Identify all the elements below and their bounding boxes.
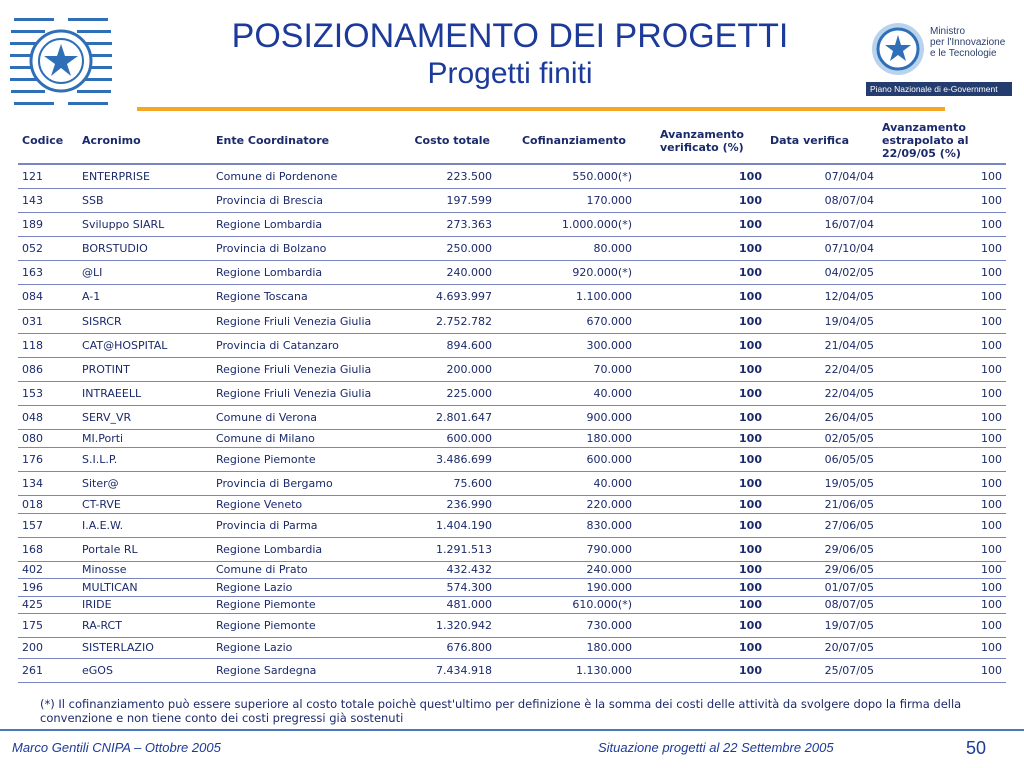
cell-acronimo: I.A.E.W. (78, 513, 212, 537)
table-row (18, 596, 1006, 613)
cell-estrapolato: 100 (878, 537, 1006, 561)
cell-ente: Regione Piemonte (212, 447, 398, 471)
cell-ente: Regione Sardegna (212, 658, 398, 682)
cell-ente: Comune di Pordenone (212, 164, 398, 188)
cell-data: 19/07/05 (766, 613, 878, 637)
cell-codice: 200 (18, 637, 78, 658)
cell-data: 29/06/05 (766, 561, 878, 578)
cell-ente: Regione Friuli Venezia Giulia (212, 357, 398, 381)
italian-republic-emblem-icon (8, 8, 114, 114)
cell-data: 26/04/05 (766, 405, 878, 429)
cell-avanzamento: 100 (642, 405, 766, 429)
cell-ente: Regione Piemonte (212, 596, 398, 613)
cell-data: 07/04/04 (766, 164, 878, 188)
cell-cofinanziamento: 920.000(*) (496, 260, 642, 284)
cell-cofinanziamento: 180.000 (496, 429, 642, 447)
cell-codice: 157 (18, 513, 78, 537)
cell-acronimo: MULTICAN (78, 578, 212, 596)
table-row (18, 236, 1006, 260)
cell-data: 20/07/05 (766, 637, 878, 658)
table-row (18, 429, 1006, 447)
cell-codice: 031 (18, 309, 78, 333)
cell-ente: Comune di Prato (212, 561, 398, 578)
cell-estrapolato: 100 (878, 236, 1006, 260)
cell-data: 22/04/05 (766, 381, 878, 405)
cell-costo: 2.801.647 (398, 405, 496, 429)
cell-codice: 175 (18, 613, 78, 637)
cell-data: 04/02/05 (766, 260, 878, 284)
cell-codice: 052 (18, 236, 78, 260)
table-row (18, 381, 1006, 405)
cell-estrapolato: 100 (878, 613, 1006, 637)
cell-avanzamento: 100 (642, 188, 766, 212)
cell-ente: Comune di Verona (212, 405, 398, 429)
cell-ente: Provincia di Bergamo (212, 471, 398, 495)
cell-data: 19/04/05 (766, 309, 878, 333)
cell-codice: 086 (18, 357, 78, 381)
header-estrapolato: Avanzamento estrapolato al 22/09/05 (%) (878, 118, 1006, 164)
projects-table (18, 118, 1006, 683)
cell-costo: 481.000 (398, 596, 496, 613)
cell-avanzamento: 100 (642, 471, 766, 495)
cell-cofinanziamento: 830.000 (496, 513, 642, 537)
table-row (18, 164, 1006, 188)
footer-divider (0, 729, 1024, 731)
cell-estrapolato: 100 (878, 164, 1006, 188)
footer-author: Marco Gentili CNIPA – Ottobre 2005 (12, 740, 221, 755)
cell-codice: 018 (18, 495, 78, 513)
cell-avanzamento: 100 (642, 637, 766, 658)
cell-estrapolato: 100 (878, 513, 1006, 537)
cell-data: 29/06/05 (766, 537, 878, 561)
title-block (160, 16, 860, 92)
cell-avanzamento: 100 (642, 429, 766, 447)
cell-avanzamento: 100 (642, 561, 766, 578)
cell-codice: 153 (18, 381, 78, 405)
table-row (18, 495, 1006, 513)
cell-avanzamento: 100 (642, 596, 766, 613)
cell-avanzamento: 100 (642, 333, 766, 357)
cell-ente: Regione Lazio (212, 637, 398, 658)
cell-acronimo: @LI (78, 260, 212, 284)
cell-acronimo: CAT@HOSPITAL (78, 333, 212, 357)
cell-cofinanziamento: 170.000 (496, 188, 642, 212)
cell-acronimo: CT-RVE (78, 495, 212, 513)
header-cofinanziamento: Cofinanziamento (496, 118, 642, 164)
table-row (18, 260, 1006, 284)
cell-acronimo: SSB (78, 188, 212, 212)
cell-data: 01/07/05 (766, 578, 878, 596)
cell-ente: Regione Lombardia (212, 212, 398, 236)
cell-ente: Regione Lombardia (212, 537, 398, 561)
cell-codice: 176 (18, 447, 78, 471)
cell-cofinanziamento: 40.000 (496, 471, 642, 495)
cell-avanzamento: 100 (642, 578, 766, 596)
cell-cofinanziamento: 180.000 (496, 637, 642, 658)
cell-estrapolato: 100 (878, 188, 1006, 212)
cell-cofinanziamento: 610.000(*) (496, 596, 642, 613)
table-row (18, 212, 1006, 236)
cell-avanzamento: 100 (642, 357, 766, 381)
cell-acronimo: SISRCR (78, 309, 212, 333)
cell-cofinanziamento: 670.000 (496, 309, 642, 333)
cell-data: 22/04/05 (766, 357, 878, 381)
cell-codice: 425 (18, 596, 78, 613)
cell-acronimo: Portale RL (78, 537, 212, 561)
table-row (18, 637, 1006, 658)
cell-ente: Regione Friuli Venezia Giulia (212, 381, 398, 405)
table-row (18, 537, 1006, 561)
footer-status: Situazione progetti al 22 Settembre 2005 (598, 740, 834, 755)
cell-avanzamento: 100 (642, 236, 766, 260)
cell-avanzamento: 100 (642, 537, 766, 561)
cell-acronimo: SISTERLAZIO (78, 637, 212, 658)
cell-cofinanziamento: 300.000 (496, 333, 642, 357)
cell-cofinanziamento: 220.000 (496, 495, 642, 513)
table-header-row (18, 118, 1006, 164)
cell-costo: 236.990 (398, 495, 496, 513)
cell-codice: 080 (18, 429, 78, 447)
cell-costo: 225.000 (398, 381, 496, 405)
cell-estrapolato: 100 (878, 381, 1006, 405)
cell-ente: Comune di Milano (212, 429, 398, 447)
cell-avanzamento: 100 (642, 164, 766, 188)
cell-codice: 134 (18, 471, 78, 495)
cell-data: 06/05/05 (766, 447, 878, 471)
title-divider (137, 107, 945, 111)
cell-costo: 200.000 (398, 357, 496, 381)
cell-avanzamento: 100 (642, 381, 766, 405)
cell-avanzamento: 100 (642, 284, 766, 309)
cell-costo: 197.599 (398, 188, 496, 212)
cell-costo: 432.432 (398, 561, 496, 578)
cell-avanzamento: 100 (642, 613, 766, 637)
cell-costo: 3.486.699 (398, 447, 496, 471)
cell-estrapolato: 100 (878, 309, 1006, 333)
cell-cofinanziamento: 730.000 (496, 613, 642, 637)
cell-cofinanziamento: 80.000 (496, 236, 642, 260)
ministry-name: Ministro per l'Innovazione e le Tecnologie (930, 26, 1006, 59)
table-row (18, 309, 1006, 333)
cell-data: 12/04/05 (766, 284, 878, 309)
table-row (18, 578, 1006, 596)
cell-ente: Regione Lombardia (212, 260, 398, 284)
cell-data: 16/07/04 (766, 212, 878, 236)
cell-acronimo: S.I.L.P. (78, 447, 212, 471)
cell-cofinanziamento: 70.000 (496, 357, 642, 381)
cell-costo: 1.404.190 (398, 513, 496, 537)
cell-codice: 168 (18, 537, 78, 561)
cell-ente: Regione Piemonte (212, 613, 398, 637)
cell-costo: 600.000 (398, 429, 496, 447)
page-subtitle: Progetti finiti (427, 57, 593, 90)
cell-estrapolato: 100 (878, 596, 1006, 613)
cell-data: 25/07/05 (766, 658, 878, 682)
cell-ente: Provincia di Bolzano (212, 236, 398, 260)
cell-estrapolato: 100 (878, 658, 1006, 682)
cell-cofinanziamento: 1.100.000 (496, 284, 642, 309)
cell-codice: 118 (18, 333, 78, 357)
cell-codice: 143 (18, 188, 78, 212)
cell-avanzamento: 100 (642, 513, 766, 537)
table-row (18, 188, 1006, 212)
cell-costo: 2.752.782 (398, 309, 496, 333)
table-row (18, 284, 1006, 309)
cell-acronimo: ENTERPRISE (78, 164, 212, 188)
cell-estrapolato: 100 (878, 578, 1006, 596)
cell-ente: Provincia di Parma (212, 513, 398, 537)
cell-cofinanziamento: 240.000 (496, 561, 642, 578)
table-row (18, 357, 1006, 381)
cell-cofinanziamento: 600.000 (496, 447, 642, 471)
table-row (18, 447, 1006, 471)
cell-codice: 196 (18, 578, 78, 596)
cell-acronimo: SERV_VR (78, 405, 212, 429)
cell-acronimo: PROTINT (78, 357, 212, 381)
cell-acronimo: RA-RCT (78, 613, 212, 637)
cell-costo: 223.500 (398, 164, 496, 188)
header-avanzamento: Avanzamento verificato (%) (642, 118, 766, 164)
table-row (18, 513, 1006, 537)
cell-data: 07/10/04 (766, 236, 878, 260)
cell-estrapolato: 100 (878, 561, 1006, 578)
cell-costo: 240.000 (398, 260, 496, 284)
table-row (18, 561, 1006, 578)
cell-ente: Regione Veneto (212, 495, 398, 513)
cell-cofinanziamento: 190.000 (496, 578, 642, 596)
cell-acronimo: INTRAEELL (78, 381, 212, 405)
cell-data: 21/06/05 (766, 495, 878, 513)
cell-avanzamento: 100 (642, 447, 766, 471)
cell-costo: 574.300 (398, 578, 496, 596)
cell-data: 27/06/05 (766, 513, 878, 537)
cell-codice: 189 (18, 212, 78, 236)
cell-avanzamento: 100 (642, 658, 766, 682)
cell-ente: Regione Lazio (212, 578, 398, 596)
cell-estrapolato: 100 (878, 333, 1006, 357)
cell-codice: 163 (18, 260, 78, 284)
table-row (18, 405, 1006, 429)
cell-acronimo: Minosse (78, 561, 212, 578)
cell-estrapolato: 100 (878, 357, 1006, 381)
cell-cofinanziamento: 550.000(*) (496, 164, 642, 188)
cell-data: 21/04/05 (766, 333, 878, 357)
cell-ente: Provincia di Catanzaro (212, 333, 398, 357)
cell-costo: 676.800 (398, 637, 496, 658)
cell-acronimo: MI.Porti (78, 429, 212, 447)
cell-costo: 250.000 (398, 236, 496, 260)
cell-ente: Provincia di Brescia (212, 188, 398, 212)
cell-estrapolato: 100 (878, 471, 1006, 495)
cell-acronimo: BORSTUDIO (78, 236, 212, 260)
cell-codice: 121 (18, 164, 78, 188)
table-row (18, 613, 1006, 637)
cell-acronimo: A-1 (78, 284, 212, 309)
cell-costo: 273.363 (398, 212, 496, 236)
table-row (18, 471, 1006, 495)
cell-cofinanziamento: 1.000.000(*) (496, 212, 642, 236)
cell-data: 19/05/05 (766, 471, 878, 495)
cell-acronimo: Siter@ (78, 471, 212, 495)
footnote: (*) Il cofinanziamento può essere superiore al costo totale poichè quest'ultimo per definizione è la somma dei costi delle attività da svolgere dopo la firma della convenzione e non tiene conto dei costi pregressi già sostenuti (40, 697, 962, 725)
cell-avanzamento: 100 (642, 212, 766, 236)
cell-cofinanziamento: 900.000 (496, 405, 642, 429)
cell-cofinanziamento: 790.000 (496, 537, 642, 561)
cell-cofinanziamento: 40.000 (496, 381, 642, 405)
cell-data: 02/05/05 (766, 429, 878, 447)
cell-estrapolato: 100 (878, 495, 1006, 513)
cell-codice: 084 (18, 284, 78, 309)
header-ente: Ente Coordinatore (212, 118, 398, 164)
cell-acronimo: eGOS (78, 658, 212, 682)
cell-costo: 1.291.513 (398, 537, 496, 561)
cell-costo: 4.693.997 (398, 284, 496, 309)
header-data: Data verifica (766, 118, 878, 164)
cell-codice: 402 (18, 561, 78, 578)
header-costo: Costo totale (398, 118, 496, 164)
ministry-emblem-icon (870, 20, 926, 78)
table-row (18, 333, 1006, 357)
ministry-logo (866, 18, 1014, 96)
table-row (18, 658, 1006, 682)
cell-data: 08/07/04 (766, 188, 878, 212)
egov-bar: Piano Nazionale di e-Government (866, 82, 1012, 96)
cell-estrapolato: 100 (878, 260, 1006, 284)
cell-estrapolato: 100 (878, 637, 1006, 658)
cell-estrapolato: 100 (878, 429, 1006, 447)
cell-estrapolato: 100 (878, 447, 1006, 471)
cell-costo: 7.434.918 (398, 658, 496, 682)
cell-acronimo: IRIDE (78, 596, 212, 613)
cell-costo: 894.600 (398, 333, 496, 357)
header-codice: Codice (18, 118, 78, 164)
cell-codice: 048 (18, 405, 78, 429)
cell-costo: 75.600 (398, 471, 496, 495)
page-title: POSIZIONAMENTO DEI PROGETTI (231, 17, 789, 55)
cell-costo: 1.320.942 (398, 613, 496, 637)
page-number: 50 (966, 738, 987, 758)
cell-cofinanziamento: 1.130.000 (496, 658, 642, 682)
cell-data: 08/07/05 (766, 596, 878, 613)
cell-avanzamento: 100 (642, 260, 766, 284)
cell-estrapolato: 100 (878, 212, 1006, 236)
header-acronimo: Acronimo (78, 118, 212, 164)
cell-avanzamento: 100 (642, 495, 766, 513)
cell-avanzamento: 100 (642, 309, 766, 333)
cell-codice: 261 (18, 658, 78, 682)
cell-acronimo: Sviluppo SIARL (78, 212, 212, 236)
cell-estrapolato: 100 (878, 405, 1006, 429)
cell-estrapolato: 100 (878, 284, 1006, 309)
cell-ente: Regione Toscana (212, 284, 398, 309)
cell-ente: Regione Friuli Venezia Giulia (212, 309, 398, 333)
